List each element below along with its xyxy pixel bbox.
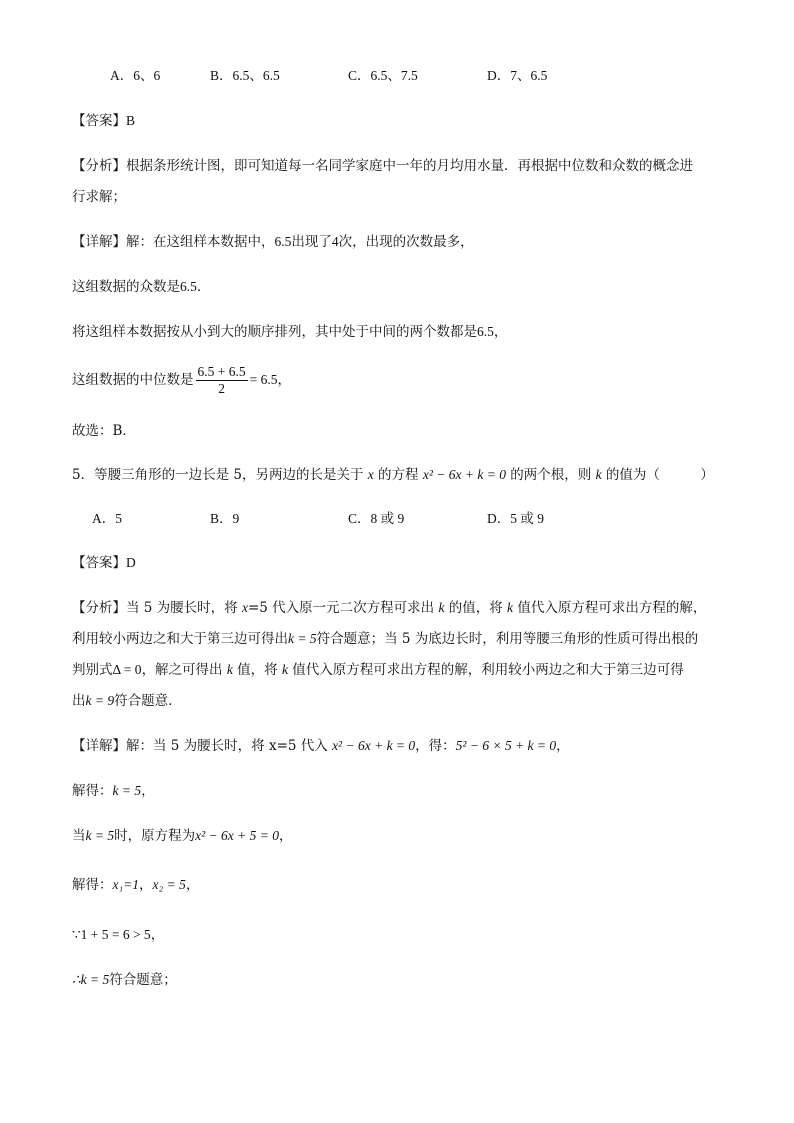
q5-analysis-line-2: 利用较小两边之和大于第三边可得出k = 5符合题意；当 5 为底边长时，利用等腰三角形的性质可得出根的 [72,631,699,647]
analysis-line-2: 行求解； [72,189,126,205]
detail-line-2: 这组数据的众数是6.5． [72,279,211,295]
detail-line-4: 这组数据的中位数是 $\frac{6.5 + 6.5}{2}$ = 6.5， [72,364,291,396]
q5-option-d: D．5 或 9 [487,511,544,526]
detail-line-3: 将这组样本数据按从小到大的顺序排列，其中处于中间的两个数都是6.5， [72,324,508,340]
q5-detail-line-3: 当k = 5时，原方程为x² − 6x + 5 = 0， [72,828,293,844]
option-a: A．6、6 [110,68,161,83]
q5-analysis-line-4: 出k = 9符合题意． [72,693,182,709]
q5-detail-line-6: ∴k = 5符合题意； [72,972,177,988]
median-fraction: $\frac{6.5 + 6.5}{2}$ [197,364,246,396]
detail-line-1: 【详解】解：在这组样本数据中，6.5出现了4次，出现的次数最多， [72,234,474,250]
detail-tag: 【详解】 [72,234,126,250]
answer-line [72,111,135,131]
q5-detail-line-4: 解得：x₁=1，x₂ = 5， [72,877,200,893]
q5-option-b: B．9 [210,511,240,526]
q5-analysis-line-3: 判别式Δ = 0，解之可得出 k 值，将 k 值代入原方程可求出方程的解，利用较小两边之和大于第三边可得 [72,662,684,678]
analysis-line-1: 【分析】根据条形统计图，即可知道每一名同学家庭中一年的月均用水量．再根据中位数和众数的概念进 [72,158,693,174]
option-c: C．6.5、7.5 [348,68,418,83]
option-b: B．6.5、6.5 [210,68,280,83]
final-answer: 故选：B． [72,423,136,439]
answer-tag: 【答案】 [72,113,126,129]
q5-option-a: A．5 [92,511,122,526]
answer-value: B [126,113,136,128]
q5-answer-line: 【答案】D [72,555,136,571]
q5-option-c: C．8 或 9 [348,511,405,526]
q5-detail-line-2: 解得：k = 5， [72,783,155,799]
q5-detail-line-1: 【详解】解：当 5 为腰长时，将 x=5 代入 x² − 6x + k = 0，得：5² − 6 × 5 + k = 0， [72,738,570,754]
option-d: D．7、6.5 [487,68,548,83]
q5-analysis-line-1: 【分析】当 5 为腰长时，将 x=5 代入原一元二次方程可求出 k 的值，将 k 值代入原方程可求出方程的解， [72,600,707,616]
analysis-tag: 【分析】 [72,158,126,174]
q5-detail-line-5: ∵1 + 5 = 6 > 5， [72,927,165,943]
q5-stem: 5．等腰三角形的一边长是 5，另两边的长是关于 x 的方程 x² − 6x + k = 0 的两个根，则 k 的值为（ ） [72,467,714,483]
